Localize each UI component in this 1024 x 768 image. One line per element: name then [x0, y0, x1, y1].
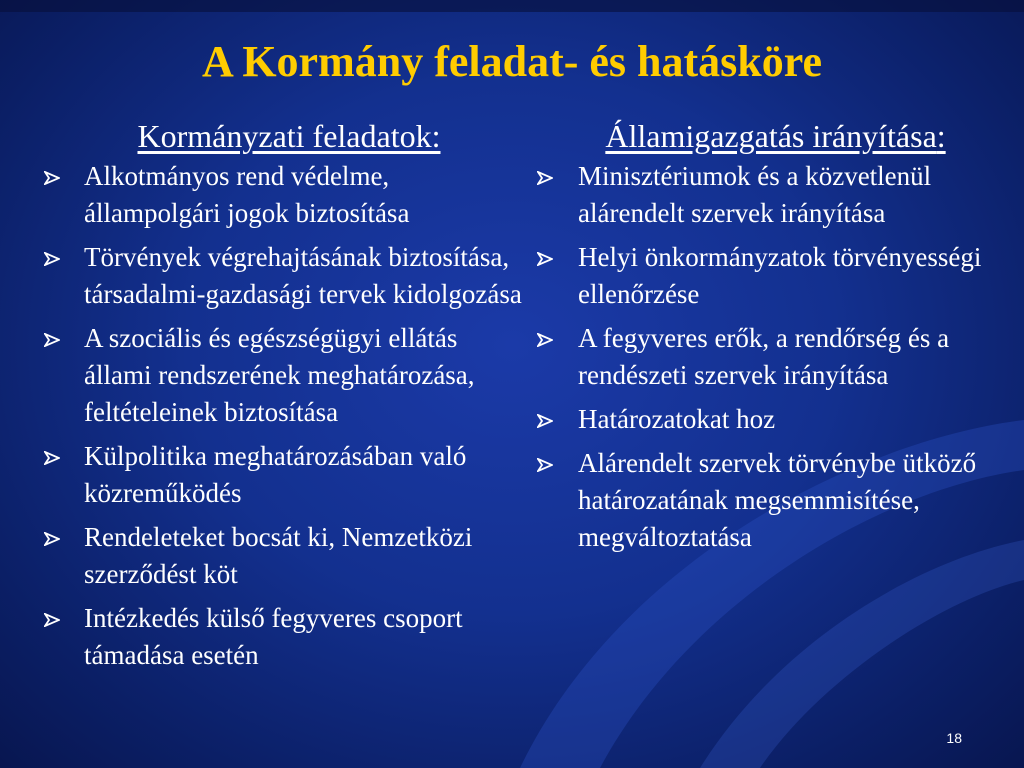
list-item	[40, 320, 530, 431]
arrow-bullet-icon	[537, 171, 553, 185]
list-item	[40, 239, 530, 313]
arrow-bullet-icon	[44, 333, 60, 347]
left-column-heading: Kormányzati feladatok:	[137, 118, 441, 154]
right-column-heading-colon: :	[936, 118, 946, 154]
right-column-heading-text: Államigazgatás irányítása	[605, 118, 937, 154]
arrow-bullet-icon	[44, 532, 60, 546]
left-column-list	[40, 158, 530, 674]
list-item-text: Törvények végrehajtásának biztosítása, társadalmi-gazdasági tervek kidolgozása	[84, 242, 522, 309]
arrow-bullet-icon	[537, 252, 553, 266]
list-item	[533, 401, 1018, 438]
list-item	[40, 519, 530, 593]
arrow-bullet-icon	[44, 171, 60, 185]
list-item-text: Rendeleteket bocsát ki, Nemzetközi szerződést köt	[84, 522, 473, 589]
list-item	[533, 320, 1018, 394]
arrow-bullet-icon	[537, 333, 553, 347]
slide-title: A Kormány feladat- és hatásköre	[201, 37, 823, 86]
arrow-bullet-icon	[44, 451, 60, 465]
list-item-text: A fegyveres erők, a rendőrség és a rendészeti szervek irányítása	[578, 323, 950, 390]
list-item	[40, 158, 530, 232]
left-column	[40, 116, 530, 681]
right-column	[533, 116, 1018, 563]
right-column-list	[533, 158, 1018, 556]
right-column-heading	[533, 116, 1018, 156]
list-item	[533, 158, 1018, 232]
list-item-text: Alkotmányos rend védelme, állampolgári jogok biztosítása	[84, 161, 410, 228]
arrow-bullet-icon	[537, 414, 553, 428]
list-item	[533, 445, 1018, 556]
list-item	[533, 239, 1018, 313]
list-item-text: Alárendelt szervek törvénybe ütköző határozatának megsemmisítése, megváltoztatása	[578, 448, 977, 552]
list-item-text: Külpolitika meghatározásában való közreműködés	[84, 441, 467, 508]
list-item-text: A szociális és egészségügyi ellátás állami rendszerének meghatározása, feltételeinek biztosítása	[84, 323, 475, 427]
arrow-bullet-icon	[44, 613, 60, 627]
arrow-bullet-icon	[537, 458, 553, 472]
arrow-bullet-icon	[44, 252, 60, 266]
list-item-text: Határozatokat hoz	[578, 404, 776, 434]
list-item-text: Minisztériumok és a közvetlenül alárendelt szervek irányítása	[578, 161, 932, 228]
list-item-text: Intézkedés külső fegyveres csoport támadása esetén	[84, 603, 463, 670]
list-item	[40, 600, 530, 674]
list-item	[40, 438, 530, 512]
list-item-text: Helyi önkormányzatok törvényességi ellenőrzése	[578, 242, 982, 309]
page-number: 18	[946, 730, 962, 746]
